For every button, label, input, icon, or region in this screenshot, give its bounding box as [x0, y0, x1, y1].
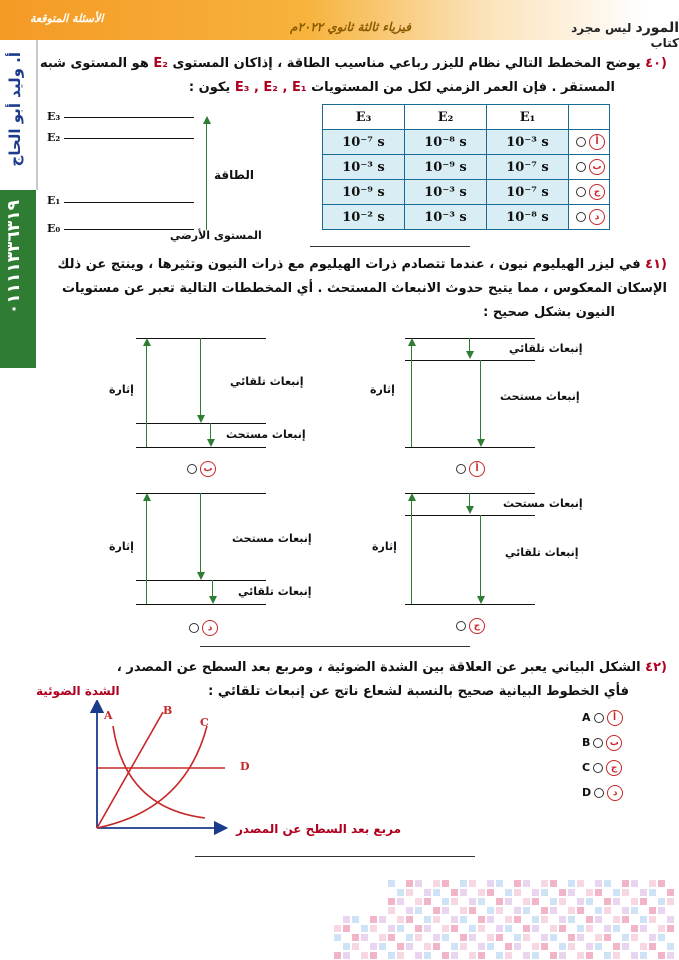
- mosaic-tile: [514, 889, 521, 896]
- mosaic-tile: [523, 907, 530, 914]
- option-c[interactable]: ج: [453, 618, 485, 634]
- mosaic-tile: [658, 880, 665, 887]
- mosaic-tile: [559, 889, 566, 896]
- mosaic-tile: [541, 934, 548, 941]
- mosaic-tile: [667, 916, 674, 923]
- mosaic-tile: [586, 916, 593, 923]
- mosaic-tile: [658, 898, 665, 905]
- mosaic-tile: [640, 898, 647, 905]
- mosaic-tile: [424, 943, 431, 950]
- mosaic-tile: [415, 898, 422, 905]
- level-e1: [64, 202, 194, 203]
- mosaic-tile: [352, 916, 359, 923]
- mosaic-tile: [568, 889, 575, 896]
- mosaic-tile: [604, 952, 611, 959]
- mosaic-tile: [658, 934, 665, 941]
- mosaic-tile: [667, 952, 674, 959]
- mosaic-tile: [568, 943, 575, 950]
- mosaic-tile: [532, 898, 539, 905]
- mosaic-tile: [595, 934, 602, 941]
- mosaic-tile: [523, 898, 530, 905]
- mosaic-tile: [451, 889, 458, 896]
- mosaic-tile: [469, 934, 476, 941]
- mosaic-tile: [586, 889, 593, 896]
- mosaic-tile: [424, 898, 431, 905]
- mosaic-tile: [514, 916, 521, 923]
- option-a[interactable]: أ: [569, 130, 610, 155]
- option-b[interactable]: ب: [569, 155, 610, 180]
- mosaic-tile: [631, 934, 638, 941]
- mosaic-tile: [478, 916, 485, 923]
- mosaic-tile: [496, 880, 503, 887]
- mosaic-tile: [559, 898, 566, 905]
- mosaic-tile: [568, 880, 575, 887]
- mosaic-tile: [640, 925, 647, 932]
- mosaic-tile: [496, 898, 503, 905]
- mosaic-tile: [370, 925, 377, 932]
- mosaic-tile: [388, 880, 395, 887]
- table-header-row: [323, 105, 610, 130]
- mosaic-tile: [343, 916, 350, 923]
- mosaic-tile: [649, 880, 656, 887]
- mosaic-tile: [352, 943, 359, 950]
- mosaic-tile: [505, 943, 512, 950]
- option-d[interactable]: د: [186, 620, 218, 636]
- mosaic-tile: [361, 952, 368, 959]
- mosaic-tile: [406, 907, 413, 914]
- mosaic-tile: [631, 952, 638, 959]
- mosaic-tile: [415, 934, 422, 941]
- mosaic-tile: [640, 952, 647, 959]
- mosaic-tile: [487, 889, 494, 896]
- mosaic-tile: [460, 916, 467, 923]
- mosaic-tile: [334, 952, 341, 959]
- mosaic-tile: [613, 889, 620, 896]
- mosaic-tile: [478, 898, 485, 905]
- mosaic-tile: [541, 889, 548, 896]
- table-row[interactable]: 10⁻³ s 10⁻⁹ s 10⁻⁷ s ب: [323, 155, 610, 180]
- mosaic-tile: [568, 916, 575, 923]
- mosaic-tile: [550, 907, 557, 914]
- radio-bubble[interactable]: [576, 212, 586, 222]
- mosaic-tile: [415, 880, 422, 887]
- option-c[interactable]: ج: [569, 180, 610, 205]
- mosaic-tile: [442, 898, 449, 905]
- mosaic-tile: [406, 889, 413, 896]
- mosaic-tile: [658, 925, 665, 932]
- radio-bubble[interactable]: [576, 187, 586, 197]
- mosaic-tile: [487, 943, 494, 950]
- mosaic-tile: [460, 934, 467, 941]
- mosaic-tile: [451, 916, 458, 923]
- option-a[interactable]: أ: [453, 461, 485, 477]
- mosaic-tile: [379, 916, 386, 923]
- mosaic-tile: [370, 943, 377, 950]
- mosaic-tile: [505, 898, 512, 905]
- mosaic-tile: [523, 880, 530, 887]
- mosaic-tile: [397, 916, 404, 923]
- mosaic-tile: [424, 952, 431, 959]
- option-b[interactable]: B ب: [582, 735, 622, 751]
- mosaic-tile: [451, 898, 458, 905]
- energy-axis-arrowhead: [203, 116, 211, 124]
- level-e2: [64, 138, 194, 139]
- mosaic-tile: [613, 898, 620, 905]
- mosaic-tile: [604, 898, 611, 905]
- q40-answer-table: [322, 104, 610, 230]
- curve-a: [113, 726, 205, 818]
- mosaic-tile: [397, 889, 404, 896]
- mosaic-tile: [478, 925, 485, 932]
- mosaic-tile: [505, 916, 512, 923]
- header-brand: [548, 20, 679, 50]
- q40-line2: المستقر . فإن العمر الزمني لكل من المستويات E₃ , E₂ , E₁ يكون :: [188, 80, 615, 95]
- level-label-e0: E₀: [47, 222, 61, 235]
- mosaic-tile: [379, 943, 386, 950]
- mosaic-tile: [424, 916, 431, 923]
- mosaic-tile: [622, 889, 629, 896]
- mosaic-tile: [649, 907, 656, 914]
- mosaic-tile: [451, 925, 458, 932]
- mosaic-tile: [604, 925, 611, 932]
- q42-number: (٤٢: [645, 660, 667, 675]
- table-row[interactable]: 10⁻² s 10⁻³ s 10⁻⁸ s د: [323, 205, 610, 230]
- mosaic-tile: [388, 952, 395, 959]
- mosaic-tile: [604, 907, 611, 914]
- mosaic-tile: [631, 907, 638, 914]
- mosaic-tile: [595, 916, 602, 923]
- level-label-e3: E₃: [47, 110, 61, 123]
- mosaic-tile: [433, 880, 440, 887]
- mosaic-tile: [388, 925, 395, 932]
- page-header: [0, 0, 679, 50]
- q42-line1: (٤٢ الشكل البياني يعبر عن العلاقة بين الشدة الضوئية ، ومربع بعد السطح عن المصدر ،: [116, 660, 667, 675]
- mosaic-tile: [631, 880, 638, 887]
- radio-bubble[interactable]: [576, 162, 586, 172]
- mosaic-tile: [559, 916, 566, 923]
- mosaic-tile: [478, 952, 485, 959]
- mosaic-tile: [613, 925, 620, 932]
- mosaic-tile: [487, 916, 494, 923]
- mosaic-tile: [622, 907, 629, 914]
- mosaic-tile: [505, 925, 512, 932]
- graph-xlabel: مربع بعد السطح عن المصدر: [236, 822, 402, 836]
- mosaic-tile: [505, 889, 512, 896]
- mosaic-tile: [577, 925, 584, 932]
- mosaic-tile: [415, 907, 422, 914]
- brand-name: المورد: [635, 20, 679, 36]
- mosaic-tile: [640, 943, 647, 950]
- answer-line: [195, 856, 475, 857]
- mosaic-tile: [667, 898, 674, 905]
- mosaic-tile: [622, 943, 629, 950]
- mosaic-tile: [487, 907, 494, 914]
- mosaic-tile: [532, 889, 539, 896]
- answer-line: [310, 246, 470, 247]
- mosaic-tile: [541, 880, 548, 887]
- header-subject: فيزياء ثالثة ثانوي ٢٠٢٢م: [290, 20, 412, 34]
- mosaic-tile: [406, 934, 413, 941]
- mosaic-tile: [541, 943, 548, 950]
- mosaic-tile: [577, 952, 584, 959]
- mosaic-tile: [550, 952, 557, 959]
- mosaic-tile: [370, 916, 377, 923]
- mosaic-tile: [568, 907, 575, 914]
- mosaic-tile: [523, 952, 530, 959]
- mosaic-tile: [334, 925, 341, 932]
- mosaic-tile: [370, 952, 377, 959]
- mosaic-tile: [613, 952, 620, 959]
- mosaic-tile: [460, 880, 467, 887]
- mosaic-tile: [559, 952, 566, 959]
- mosaic-tile: [451, 943, 458, 950]
- mosaic-tile: [388, 907, 395, 914]
- ground-level-label: المستوى الأرضي: [170, 229, 262, 242]
- mosaic-tile: [577, 898, 584, 905]
- mosaic-tile: [604, 934, 611, 941]
- answer-line: [200, 646, 470, 647]
- mosaic-tile: [505, 952, 512, 959]
- mosaic-tile: [442, 952, 449, 959]
- mosaic-tile: [433, 889, 440, 896]
- teacher-phone: ٠١١١١٣٣٦٣١٩: [4, 200, 24, 315]
- option-d[interactable]: د: [569, 205, 610, 230]
- mosaic-tile: [559, 925, 566, 932]
- mosaic-tile: [352, 934, 359, 941]
- mosaic-tile: [550, 934, 557, 941]
- mosaic-tile: [388, 898, 395, 905]
- mosaic-tile: [406, 880, 413, 887]
- mosaic-tile: [397, 943, 404, 950]
- mosaic-tile: [496, 925, 503, 932]
- col-header-e2: E₂: [405, 105, 487, 130]
- energy-axis-arrow: [206, 124, 207, 230]
- mosaic-tile: [631, 898, 638, 905]
- q41-line2: الإسكان المعكوس ، مما يتيح حدوث الانبعاث المستحث . أي المخططات التالية تعبر عن مستويات: [61, 281, 667, 296]
- mosaic-tile: [514, 934, 521, 941]
- mosaic-tile: [433, 934, 440, 941]
- mosaic-tile: [424, 925, 431, 932]
- mosaic-tile: [658, 952, 665, 959]
- mosaic-tile: [586, 925, 593, 932]
- mosaic-tile: [460, 943, 467, 950]
- mosaic-tile: [451, 952, 458, 959]
- mosaic-tile: [595, 880, 602, 887]
- mosaic-tile: [469, 907, 476, 914]
- mosaic-tile: [532, 943, 539, 950]
- level-e3: [64, 117, 194, 118]
- mosaic-tile: [469, 952, 476, 959]
- mosaic-tile: [478, 943, 485, 950]
- col-header-e1: E₁: [487, 105, 569, 130]
- mosaic-tile: [487, 880, 494, 887]
- mosaic-tile: [469, 925, 476, 932]
- option-b[interactable]: ب: [184, 461, 216, 477]
- mosaic-tile: [478, 889, 485, 896]
- q41-number: (٤١: [645, 257, 667, 272]
- mosaic-tile: [487, 934, 494, 941]
- mosaic-tile: [415, 952, 422, 959]
- mosaic-tile: [541, 907, 548, 914]
- mosaic-tile: [550, 880, 557, 887]
- mosaic-tile: [532, 952, 539, 959]
- level-label-e2: E₂: [47, 131, 61, 144]
- mosaic-tile: [559, 943, 566, 950]
- mosaic-tile: [532, 925, 539, 932]
- mosaic-tile: [433, 916, 440, 923]
- mosaic-tile: [667, 925, 674, 932]
- curve-label-d: D: [240, 760, 250, 773]
- mosaic-tile: [460, 889, 467, 896]
- mosaic-tile: [496, 934, 503, 941]
- mosaic-tile: [541, 916, 548, 923]
- mosaic-tile: [361, 925, 368, 932]
- mosaic-tile: [514, 943, 521, 950]
- q41-line1: (٤١ في ليزر الهيليوم نيون ، عندما تتصادم ذرات الهيليوم مع ذرات النيون وتثيرها ، وينتج عن ذلك: [57, 257, 667, 272]
- mosaic-tile: [361, 934, 368, 941]
- q40-number: (٤٠: [645, 56, 667, 71]
- mosaic-tile: [442, 925, 449, 932]
- col-header-e3: E₃: [323, 105, 405, 130]
- mosaic-tile: [433, 943, 440, 950]
- mosaic-tile: [649, 934, 656, 941]
- mosaic-tile: [523, 925, 530, 932]
- option-c[interactable]: C ج: [582, 760, 622, 776]
- mosaic-tile: [667, 943, 674, 950]
- mosaic-tile: [442, 907, 449, 914]
- table-row[interactable]: 10⁻⁹ s 10⁻³ s 10⁻⁷ s ج: [323, 180, 610, 205]
- mosaic-tile: [595, 907, 602, 914]
- mosaic-tile: [379, 934, 386, 941]
- radio-bubble[interactable]: [576, 137, 586, 147]
- mosaic-tile: [586, 898, 593, 905]
- mosaic-tile: [388, 934, 395, 941]
- graph-ylabel: الشدة الضوئية: [36, 684, 120, 698]
- level-label-e1: E₁: [47, 194, 61, 207]
- q41-line3: النيون بشكل صحيح :: [483, 305, 615, 320]
- mosaic-tile: [568, 934, 575, 941]
- footer-decoration: [330, 878, 679, 960]
- mosaic-tile: [658, 907, 665, 914]
- mosaic-tile: [550, 925, 557, 932]
- mosaic-tile: [586, 943, 593, 950]
- mosaic-tile: [514, 907, 521, 914]
- mosaic-tile: [406, 943, 413, 950]
- mosaic-tile: [667, 889, 674, 896]
- mosaic-tile: [613, 916, 620, 923]
- mosaic-tile: [604, 880, 611, 887]
- mosaic-tile: [343, 943, 350, 950]
- mosaic-tile: [622, 934, 629, 941]
- brand-slogan: ليس مجرد كتاب: [571, 21, 679, 50]
- energy-label: الطاقة: [214, 168, 254, 182]
- mosaic-tile: [343, 952, 350, 959]
- curve-label-c: C: [200, 716, 209, 729]
- curve-label-a: A: [104, 709, 113, 722]
- curve-b: [97, 712, 163, 828]
- mosaic-tile: [397, 952, 404, 959]
- mosaic-tile: [397, 898, 404, 905]
- table-row[interactable]: 10⁻⁷ s 10⁻⁸ s 10⁻³ s أ: [323, 130, 610, 155]
- mosaic-tile: [595, 889, 602, 896]
- mosaic-tile: [397, 925, 404, 932]
- mosaic-tile: [622, 880, 629, 887]
- mosaic-tile: [469, 880, 476, 887]
- mosaic-tile: [460, 907, 467, 914]
- mosaic-tile: [577, 880, 584, 887]
- mosaic-tile: [514, 880, 521, 887]
- curve-label-b: B: [163, 704, 173, 717]
- mosaic-tile: [640, 916, 647, 923]
- mosaic-tile: [550, 898, 557, 905]
- mosaic-tile: [586, 952, 593, 959]
- mosaic-tile: [649, 943, 656, 950]
- teacher-name: أ. وليد أبو الحاج: [6, 52, 24, 167]
- mosaic-tile: [577, 934, 584, 941]
- mosaic-tile: [334, 934, 341, 941]
- mosaic-tile: [424, 889, 431, 896]
- mosaic-tile: [343, 925, 350, 932]
- mosaic-tile: [496, 907, 503, 914]
- mosaic-tile: [595, 943, 602, 950]
- curve-c: [97, 726, 207, 828]
- mosaic-tile: [433, 907, 440, 914]
- q40-line1: (٤٠ يوضح المخطط التالي نظام لليزر رباعي مناسيب الطاقة ، إذاكان المستوى E₂ هو المستوى شبه: [39, 56, 667, 71]
- mosaic-tile: [649, 889, 656, 896]
- q42-line2: فأي الخطوط البيانية صحيح بالنسبة لشعاع ناتج عن إنبعاث تلقائي :: [208, 684, 629, 699]
- mosaic-tile: [496, 952, 503, 959]
- option-a[interactable]: A أ: [582, 710, 623, 726]
- mosaic-tile: [649, 916, 656, 923]
- mosaic-tile: [442, 880, 449, 887]
- option-d[interactable]: D د: [582, 785, 623, 801]
- mosaic-tile: [532, 916, 539, 923]
- mosaic-tile: [622, 916, 629, 923]
- mosaic-tile: [415, 925, 422, 932]
- mosaic-tile: [469, 898, 476, 905]
- mosaic-tile: [640, 889, 647, 896]
- mosaic-tile: [406, 916, 413, 923]
- mosaic-tile: [613, 943, 620, 950]
- mosaic-tile: [442, 934, 449, 941]
- header-section: الأسئلة المتوقعة: [30, 12, 104, 25]
- mosaic-tile: [577, 907, 584, 914]
- mosaic-tile: [631, 925, 638, 932]
- mosaic-tile: [523, 934, 530, 941]
